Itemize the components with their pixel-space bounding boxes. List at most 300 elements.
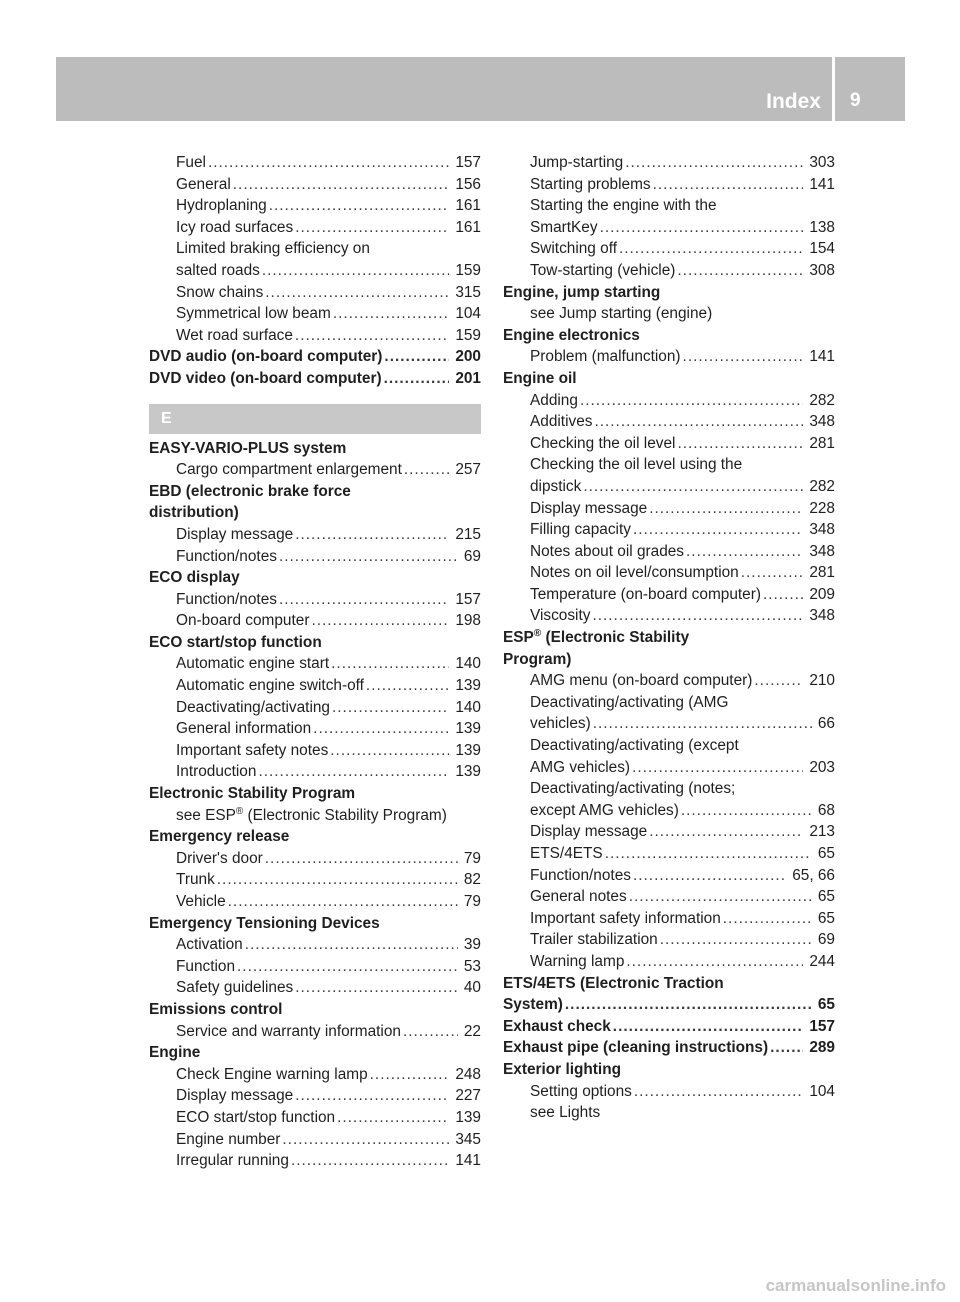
dot-leader <box>686 541 803 563</box>
page-reference[interactable]: 139 <box>455 720 481 738</box>
dot-leader <box>605 843 812 865</box>
page-reference[interactable]: 198 <box>455 612 481 630</box>
entry-label: General information <box>176 720 312 738</box>
index-entry[interactable] <box>149 524 481 546</box>
entry-label: Hydroplaning <box>176 197 267 215</box>
entry-label: EASY-VARIO-PLUS system <box>149 439 347 457</box>
page-reference[interactable]: 348 <box>809 413 835 431</box>
index-heading <box>503 368 835 390</box>
index-entry <box>149 805 481 827</box>
page-reference[interactable]: 157 <box>809 1017 835 1035</box>
page-reference[interactable]: 348 <box>809 542 835 560</box>
index-entry[interactable] <box>149 1107 481 1129</box>
index-entry[interactable] <box>149 740 481 762</box>
dot-leader <box>583 476 803 498</box>
page-reference[interactable]: 154 <box>809 240 835 258</box>
page-reference[interactable]: 308 <box>809 261 835 279</box>
index-heading <box>503 325 835 347</box>
index-heading <box>149 632 481 654</box>
dot-leader <box>295 977 458 999</box>
index-entry[interactable] <box>503 541 835 563</box>
dot-leader <box>593 713 812 735</box>
page-reference[interactable]: 65 <box>817 909 835 927</box>
entry-label: Viscosity <box>530 607 591 625</box>
entry-label: Checking the oil level using the <box>530 456 743 474</box>
entry-label: Function/notes <box>176 590 277 608</box>
index-entry[interactable] <box>149 152 481 174</box>
index-entry[interactable] <box>503 886 835 908</box>
index-heading <box>149 1042 481 1064</box>
index-entry[interactable] <box>503 519 835 541</box>
index-heading <box>149 913 481 935</box>
index-entry[interactable] <box>149 260 481 282</box>
dot-leader <box>282 1129 449 1151</box>
index-heading[interactable] <box>503 1016 835 1038</box>
index-entry[interactable] <box>149 174 481 196</box>
dot-leader <box>681 800 812 822</box>
index-entry[interactable] <box>149 282 481 304</box>
entry-label-text: ESP <box>503 629 534 647</box>
index-entry[interactable] <box>149 675 481 697</box>
page-reference[interactable]: 282 <box>809 477 835 495</box>
dot-leader <box>291 1150 449 1172</box>
dot-leader <box>613 1016 804 1038</box>
dot-leader <box>262 260 449 282</box>
entry-label <box>503 627 689 649</box>
entry-label: Warning lamp <box>530 952 625 970</box>
entry-label: AMG vehicles) <box>530 758 631 776</box>
page-reference[interactable]: 141 <box>455 1152 481 1170</box>
page-reference[interactable]: 157 <box>455 154 481 171</box>
entry-label: Filling capacity <box>530 521 631 539</box>
dot-leader <box>649 498 803 520</box>
page-reference[interactable]: 157 <box>455 590 481 608</box>
entry-label-text: see ESP <box>176 806 236 824</box>
index-entry[interactable] <box>149 195 481 217</box>
entry-label: Exterior lighting <box>503 1060 621 1078</box>
dot-leader <box>295 325 449 347</box>
dot-leader <box>258 761 449 783</box>
index-entry[interactable] <box>503 217 835 239</box>
dot-leader <box>600 217 804 239</box>
entry-label-text: (Electronic Stability <box>541 629 690 647</box>
page-reference[interactable]: 156 <box>455 175 481 193</box>
index-entry[interactable] <box>503 238 835 260</box>
index-heading <box>503 649 835 671</box>
entry-label: Safety guidelines <box>176 979 294 997</box>
dot-leader <box>370 1064 450 1086</box>
entry-label: Additives <box>530 413 593 431</box>
page-reference[interactable]: 65 <box>817 845 835 862</box>
dot-leader <box>313 718 449 740</box>
entry-label: Switching off <box>530 240 617 258</box>
index-entry[interactable] <box>503 584 835 606</box>
dot-leader <box>653 174 804 196</box>
dot-leader <box>330 740 449 762</box>
section-gap <box>149 390 481 404</box>
index-heading[interactable] <box>503 1037 835 1059</box>
index-column-right <box>503 152 835 1124</box>
index-heading <box>503 627 835 649</box>
entry-label: Wet road surface <box>176 326 293 344</box>
index-entry <box>149 238 481 260</box>
entry-label: Check Engine warning lamp <box>176 1065 368 1083</box>
index-entry[interactable] <box>503 1081 835 1103</box>
page-reference[interactable]: 282 <box>809 391 835 409</box>
dot-leader <box>677 433 803 455</box>
page-reference[interactable]: 65 <box>817 996 835 1014</box>
dot-leader <box>592 605 803 627</box>
index-heading[interactable] <box>149 346 481 368</box>
page-reference[interactable]: 244 <box>809 952 835 970</box>
entry-label: ETS/4ETS <box>530 845 603 862</box>
page-reference[interactable]: 141 <box>809 348 835 366</box>
index-entry[interactable] <box>503 670 835 692</box>
dot-leader <box>295 1085 449 1107</box>
index-heading <box>149 481 481 503</box>
index-entry[interactable] <box>149 325 481 347</box>
page-reference[interactable]: 289 <box>809 1039 835 1057</box>
dot-leader <box>683 346 804 368</box>
page-reference[interactable]: 139 <box>455 1108 481 1126</box>
index-entry[interactable] <box>149 697 481 719</box>
page-reference[interactable]: 345 <box>455 1130 481 1148</box>
entry-label: Display message <box>176 1087 294 1105</box>
page-reference[interactable]: 228 <box>809 499 835 517</box>
entry-label-text: (Electronic Stability Program) <box>243 806 447 824</box>
dot-leader <box>384 346 449 368</box>
index-entry[interactable] <box>503 865 835 887</box>
entry-label: Engine <box>149 1044 201 1062</box>
entry-label: ECO display <box>149 569 240 587</box>
entry-label: Tow-starting (vehicle) <box>530 261 676 279</box>
index-entry[interactable] <box>149 653 481 675</box>
index-entry[interactable] <box>149 934 481 956</box>
page-reference[interactable]: 79 <box>463 893 481 910</box>
dot-leader <box>228 891 458 913</box>
dot-leader <box>337 1107 449 1129</box>
index-heading <box>503 973 835 995</box>
index-entry[interactable] <box>503 174 835 196</box>
page-reference[interactable]: 139 <box>455 763 481 781</box>
dot-leader <box>649 821 803 843</box>
entry-label: SmartKey <box>530 218 598 236</box>
page-reference[interactable]: 138 <box>809 218 835 236</box>
dot-leader <box>265 848 458 870</box>
watermark: carmanualsonline.info <box>765 1276 946 1295</box>
page-reference[interactable]: 39 <box>463 936 481 954</box>
index-entry <box>503 195 835 217</box>
page-reference[interactable]: 348 <box>809 607 835 625</box>
index-entry[interactable] <box>503 800 835 822</box>
page-reference[interactable]: 79 <box>463 849 481 867</box>
index-entry[interactable] <box>503 843 835 865</box>
dot-leader <box>245 934 458 956</box>
index-entry[interactable] <box>503 951 835 973</box>
page-reference[interactable]: 257 <box>455 461 481 479</box>
entry-label: AMG menu (on-board computer) <box>530 672 753 690</box>
entry-label: System) <box>503 996 563 1014</box>
index-entry[interactable] <box>149 848 481 870</box>
page-reference[interactable]: 209 <box>809 585 835 603</box>
page-reference[interactable]: 213 <box>809 823 835 841</box>
entry-label: Exhaust check <box>503 1017 611 1035</box>
entry-label: ECO start/stop function <box>176 1108 336 1126</box>
entry-label: Snow chains <box>176 283 264 301</box>
entry-label: see Jump starting (engine) <box>530 305 713 323</box>
dot-leader <box>233 174 450 196</box>
entry-label: vehicles) <box>530 715 591 733</box>
index-entry[interactable] <box>503 821 835 843</box>
index-entry[interactable] <box>149 610 481 632</box>
entry-label: Adding <box>530 391 578 409</box>
index-entry[interactable] <box>149 956 481 978</box>
page-reference[interactable]: 281 <box>809 434 835 452</box>
dot-leader <box>629 886 812 908</box>
entry-label: dipstick <box>530 477 582 495</box>
entry-label: Deactivating/activating (notes; <box>530 780 736 798</box>
dot-leader <box>626 951 803 973</box>
entry-label: Icy road surfaces <box>176 218 294 236</box>
page-reference[interactable]: 248 <box>455 1065 481 1083</box>
entry-label: Limited braking efficiency on <box>176 240 370 258</box>
section-letter-heading: E <box>149 404 481 434</box>
index-entry[interactable] <box>503 605 835 627</box>
dot-leader <box>331 653 449 675</box>
dot-leader <box>269 195 450 217</box>
dot-leader <box>619 238 803 260</box>
entry-label: except AMG vehicles) <box>530 801 679 819</box>
entry-label: Symmetrical low beam <box>176 305 331 323</box>
page-reference[interactable]: 65, 66 <box>792 866 835 884</box>
page-reference[interactable]: 140 <box>455 698 481 716</box>
index-entry[interactable] <box>503 152 835 174</box>
index-entry <box>503 735 835 757</box>
entry-label: Exhaust pipe (cleaning instructions) <box>503 1039 769 1057</box>
page-reference[interactable]: 159 <box>455 326 481 344</box>
entry-label: Electronic Stability Program <box>149 785 356 803</box>
dot-leader <box>754 670 803 692</box>
dot-leader <box>265 282 449 304</box>
index-heading[interactable] <box>503 994 835 1016</box>
dot-leader <box>208 152 449 174</box>
index-entry[interactable] <box>149 1129 481 1151</box>
index-entry <box>503 454 835 476</box>
index-entry[interactable] <box>149 1150 481 1172</box>
index-heading <box>149 826 481 848</box>
page-reference[interactable]: 140 <box>455 655 481 673</box>
dot-leader <box>295 524 449 546</box>
entry-label: salted roads <box>176 261 260 279</box>
entry-label: Display message <box>530 499 648 517</box>
index-heading <box>149 438 481 460</box>
entry-label: Engine number <box>176 1130 281 1148</box>
dot-leader <box>677 260 803 282</box>
entry-label: Emissions control <box>149 1000 283 1018</box>
page-reference[interactable]: 201 <box>455 369 481 387</box>
entry-label: DVD video (on-board computer) <box>149 369 382 387</box>
dot-leader <box>632 757 803 779</box>
entry-label: Automatic engine start <box>176 655 330 673</box>
index-entry[interactable] <box>149 303 481 325</box>
dot-leader <box>279 546 458 568</box>
page-reference[interactable]: 139 <box>455 741 481 759</box>
index-entry[interactable] <box>149 459 481 481</box>
index-entry[interactable] <box>503 260 835 282</box>
index-heading <box>149 502 481 524</box>
entry-label: Important safety information <box>530 909 721 927</box>
index-heading <box>149 567 481 589</box>
index-entry[interactable] <box>149 589 481 611</box>
page-reference[interactable]: 141 <box>809 175 835 193</box>
dot-leader <box>633 865 786 887</box>
index-entry[interactable] <box>149 718 481 740</box>
entry-label: Important safety notes <box>176 741 329 759</box>
entry-label: ECO start/stop function <box>149 633 322 651</box>
dot-leader <box>660 929 812 951</box>
index-entry <box>503 778 835 800</box>
page-reference[interactable]: 227 <box>455 1087 481 1105</box>
page-reference[interactable]: 69 <box>817 931 835 949</box>
dot-leader <box>580 390 803 412</box>
index-entry[interactable] <box>149 217 481 239</box>
entry-label: DVD audio (on-board computer) <box>149 348 383 366</box>
index-entry[interactable] <box>503 757 835 779</box>
entry-label: Deactivating/activating (AMG <box>530 693 729 711</box>
page-reference[interactable]: 69 <box>463 547 481 565</box>
page-reference[interactable]: 161 <box>455 197 481 215</box>
dot-leader <box>633 519 803 541</box>
index-column-left <box>149 152 481 1172</box>
index-entry[interactable] <box>149 869 481 891</box>
index-entry[interactable] <box>503 433 835 455</box>
index-entry[interactable] <box>149 546 481 568</box>
entry-label: Display message <box>530 823 648 841</box>
page-reference[interactable]: 82 <box>463 871 481 889</box>
dot-leader <box>384 368 450 390</box>
index-entry[interactable] <box>503 929 835 951</box>
entry-label: General notes <box>530 888 627 906</box>
index-entry[interactable] <box>503 908 835 930</box>
page-reference[interactable]: 200 <box>455 348 481 366</box>
entry-label: ETS/4ETS (Electronic Traction <box>503 974 724 992</box>
entry-label: Trailer stabilization <box>530 931 658 949</box>
index-heading <box>149 783 481 805</box>
entry-label: Vehicle <box>176 893 226 910</box>
page-reference[interactable]: 315 <box>455 283 481 301</box>
dot-leader <box>625 152 803 174</box>
entry-label: Engine electronics <box>503 326 640 344</box>
header-divider <box>832 57 835 121</box>
entry-label: Deactivating/activating <box>176 698 330 716</box>
entry-label: distribution) <box>149 504 239 522</box>
page-reference[interactable]: 303 <box>809 154 835 171</box>
entry-label: Checking the oil level <box>530 434 676 452</box>
registered-mark: ® <box>235 805 244 817</box>
index-entry[interactable] <box>149 1085 481 1107</box>
page-number: 9 <box>850 90 861 111</box>
page-reference[interactable]: 104 <box>455 305 481 323</box>
entry-label: Function <box>176 957 236 975</box>
entry-label: Driver's door <box>176 849 263 867</box>
index-entry[interactable] <box>503 476 835 498</box>
entry-label: Starting problems <box>530 175 651 193</box>
dot-leader <box>763 584 803 606</box>
page-reference[interactable]: 159 <box>455 261 481 279</box>
entry-label: Trunk <box>176 871 215 889</box>
dot-leader <box>403 1021 458 1043</box>
dot-leader <box>237 956 458 978</box>
index-entry[interactable] <box>149 891 481 913</box>
entry-label: Deactivating/activating (except <box>530 737 739 755</box>
index-heading <box>503 282 835 304</box>
page-reference[interactable]: 68 <box>817 801 835 819</box>
entry-label: Fuel <box>176 154 206 171</box>
index-heading <box>503 1059 835 1081</box>
page-reference[interactable]: 40 <box>463 979 481 997</box>
dot-leader <box>217 869 458 891</box>
page-reference[interactable]: 203 <box>809 758 835 776</box>
entry-label: Emergency release <box>149 828 290 846</box>
page-reference[interactable]: 139 <box>455 677 481 695</box>
entry-label: Activation <box>176 936 243 954</box>
index-entry[interactable] <box>503 562 835 584</box>
entry-label: EBD (electronic brake force <box>149 482 351 500</box>
entry-label: On-board computer <box>176 612 310 630</box>
dot-leader <box>594 411 803 433</box>
index-entry[interactable] <box>149 1021 481 1043</box>
entry-label: Function/notes <box>530 866 631 884</box>
index-entry[interactable] <box>503 390 835 412</box>
entry-label: Starting the engine with the <box>530 197 717 215</box>
entry-label: Engine oil <box>503 369 577 387</box>
page-reference[interactable]: 281 <box>809 564 835 582</box>
dot-leader <box>333 303 450 325</box>
page-reference[interactable]: 104 <box>809 1082 835 1100</box>
index-entry[interactable] <box>503 498 835 520</box>
dot-leader <box>295 217 449 239</box>
page-reference[interactable]: 22 <box>463 1022 481 1040</box>
entry-label: Notes on oil level/consumption <box>530 564 739 582</box>
dot-leader <box>565 994 812 1016</box>
dot-leader <box>741 562 804 584</box>
entry-label: Notes about oil grades <box>530 542 685 560</box>
page-reference[interactable]: 65 <box>817 888 835 906</box>
entry-label: Automatic engine switch-off <box>176 677 364 695</box>
index-entry[interactable] <box>503 713 835 735</box>
index-entry[interactable] <box>149 977 481 999</box>
index-heading[interactable] <box>149 368 481 390</box>
entry-label: Problem (malfunction) <box>530 348 681 366</box>
index-entry[interactable] <box>149 1064 481 1086</box>
dot-leader <box>332 697 449 719</box>
registered-mark: ® <box>533 627 542 639</box>
index-entry <box>503 692 835 714</box>
index-entry <box>503 1102 835 1124</box>
page-reference[interactable]: 348 <box>809 521 835 539</box>
index-heading <box>149 999 481 1021</box>
page-reference[interactable]: 161 <box>455 218 481 236</box>
entry-label: General <box>176 175 231 193</box>
page-reference[interactable]: 210 <box>809 672 835 690</box>
dot-leader <box>366 675 449 697</box>
page-reference[interactable]: 66 <box>817 715 835 733</box>
index-entry[interactable] <box>503 346 835 368</box>
page-reference[interactable]: 53 <box>463 957 481 975</box>
page-reference[interactable]: 215 <box>455 525 481 543</box>
index-entry[interactable] <box>149 761 481 783</box>
index-entry[interactable] <box>503 411 835 433</box>
